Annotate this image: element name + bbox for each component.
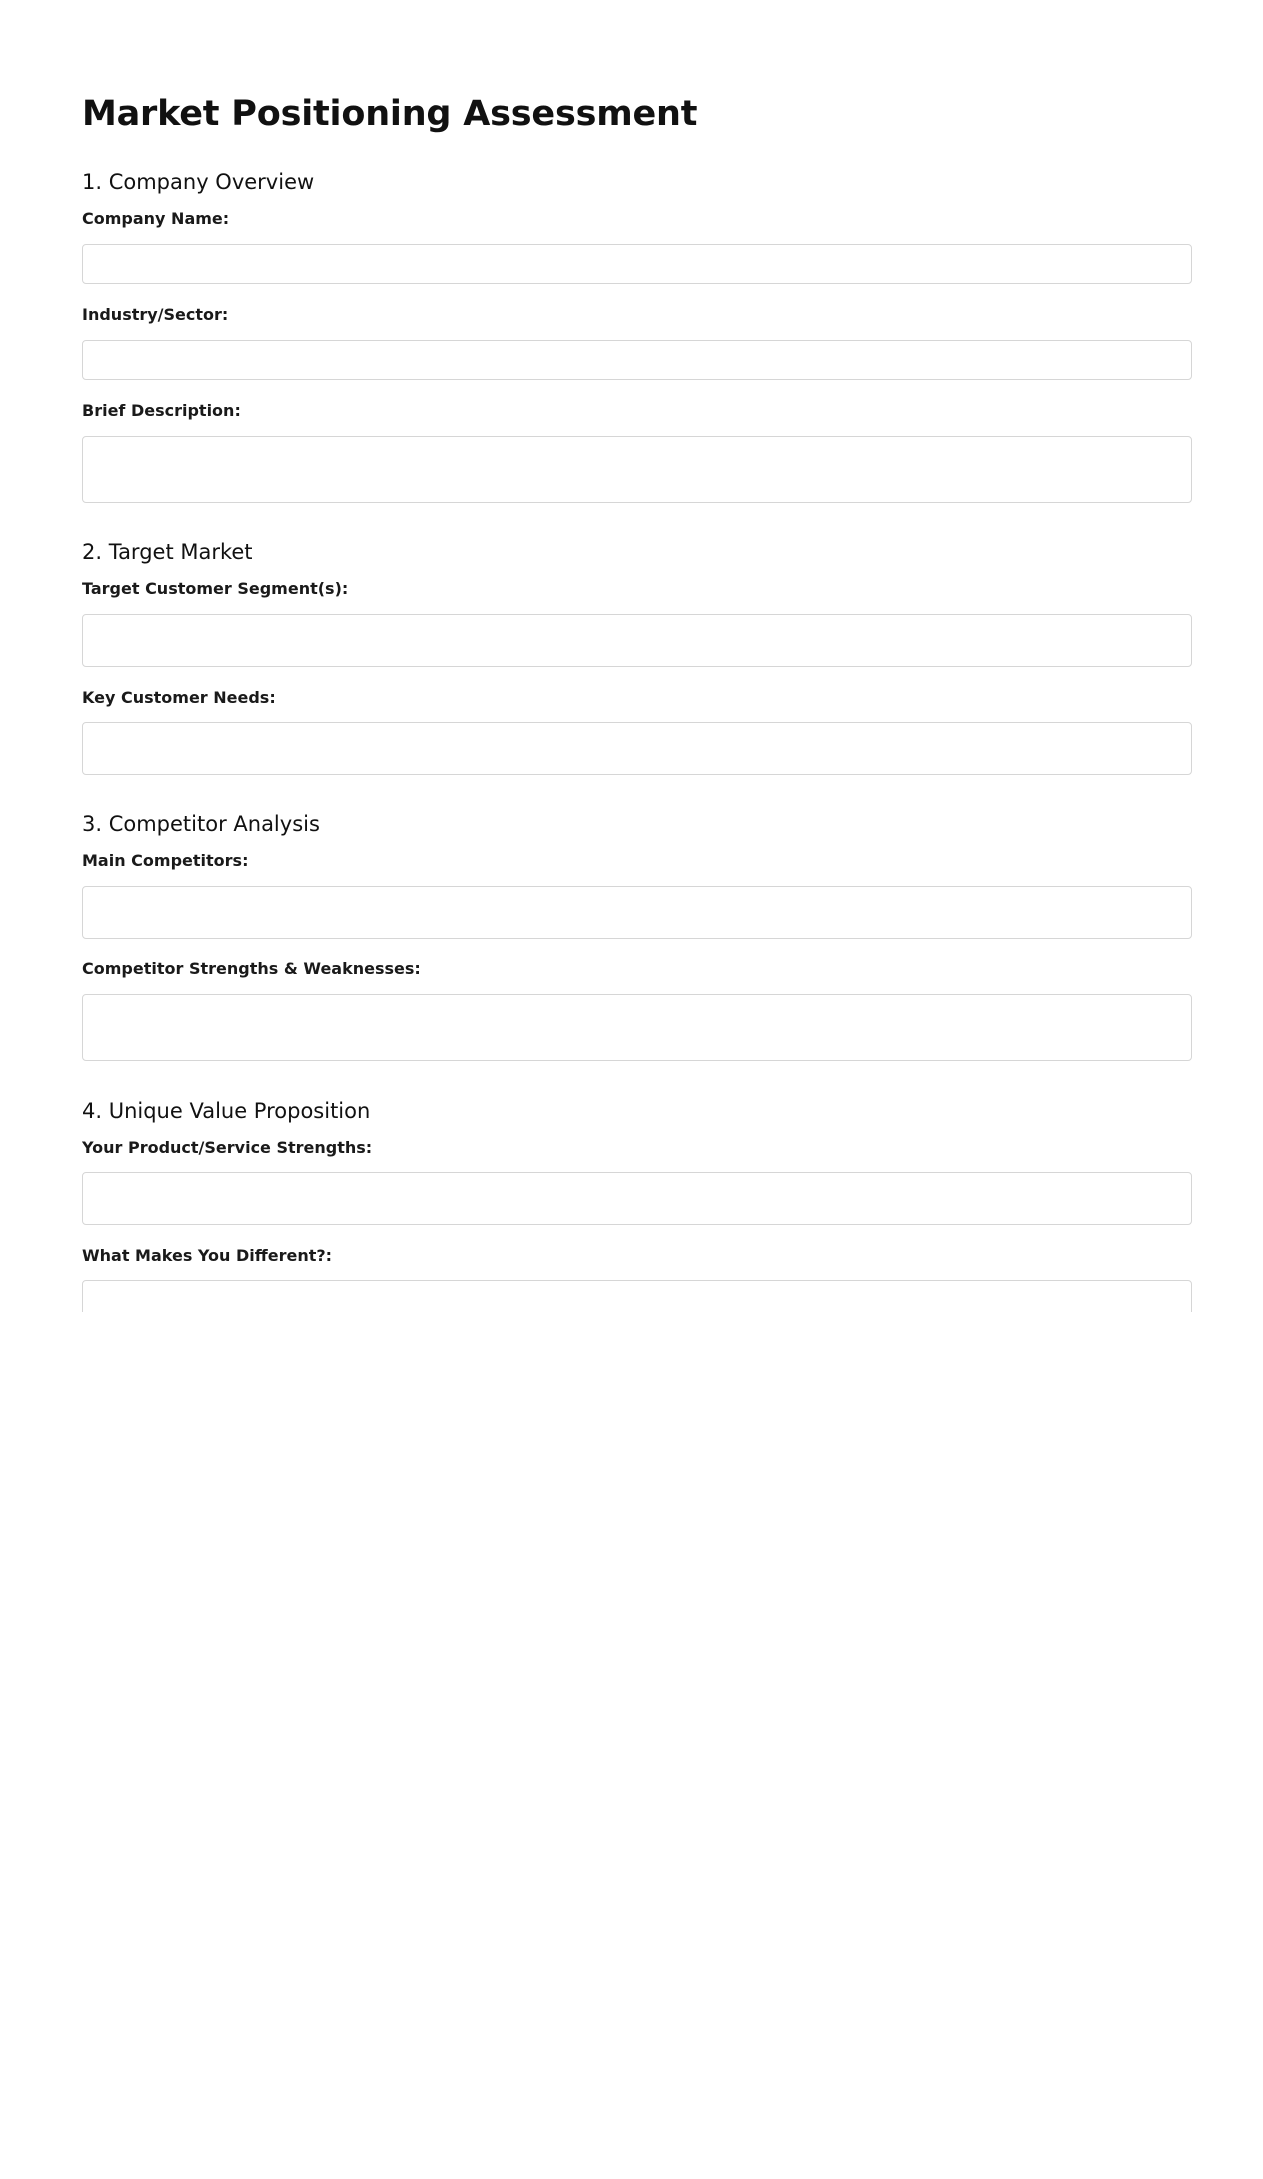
main-competitors-label: Main Competitors: [82,851,249,870]
section-heading-company-overview: 1. Company Overview [82,170,315,194]
product-service-strengths-textarea[interactable] [82,1172,1192,1225]
industry-sector-input[interactable] [82,340,1192,380]
section-heading-unique-value-proposition: 4. Unique Value Proposition [82,1099,371,1123]
what-makes-you-different-textarea[interactable] [82,1280,1192,1312]
industry-sector-label: Industry/Sector: [82,305,229,324]
brief-description-label: Brief Description: [82,401,241,420]
competitor-strengths-weaknesses-textarea[interactable] [82,994,1192,1061]
competitor-strengths-weaknesses-label: Competitor Strengths & Weaknesses: [82,959,421,978]
target-customer-segments-label: Target Customer Segment(s): [82,579,349,598]
key-customer-needs-label: Key Customer Needs: [82,688,276,707]
main-competitors-textarea[interactable] [82,886,1192,939]
assessment-form [82,0,1192,1312]
page-title: Market Positioning Assessment [82,94,698,134]
brief-description-textarea[interactable] [82,436,1192,503]
product-service-strengths-label: Your Product/Service Strengths: [82,1138,373,1157]
section-heading-target-market: 2. Target Market [82,540,253,564]
company-name-label: Company Name: [82,209,230,228]
company-name-input[interactable] [82,244,1192,284]
target-customer-segments-textarea[interactable] [82,614,1192,667]
key-customer-needs-textarea[interactable] [82,722,1192,775]
what-makes-you-different-label: What Makes You Different?: [82,1246,333,1265]
section-heading-competitor-analysis: 3. Competitor Analysis [82,812,320,836]
